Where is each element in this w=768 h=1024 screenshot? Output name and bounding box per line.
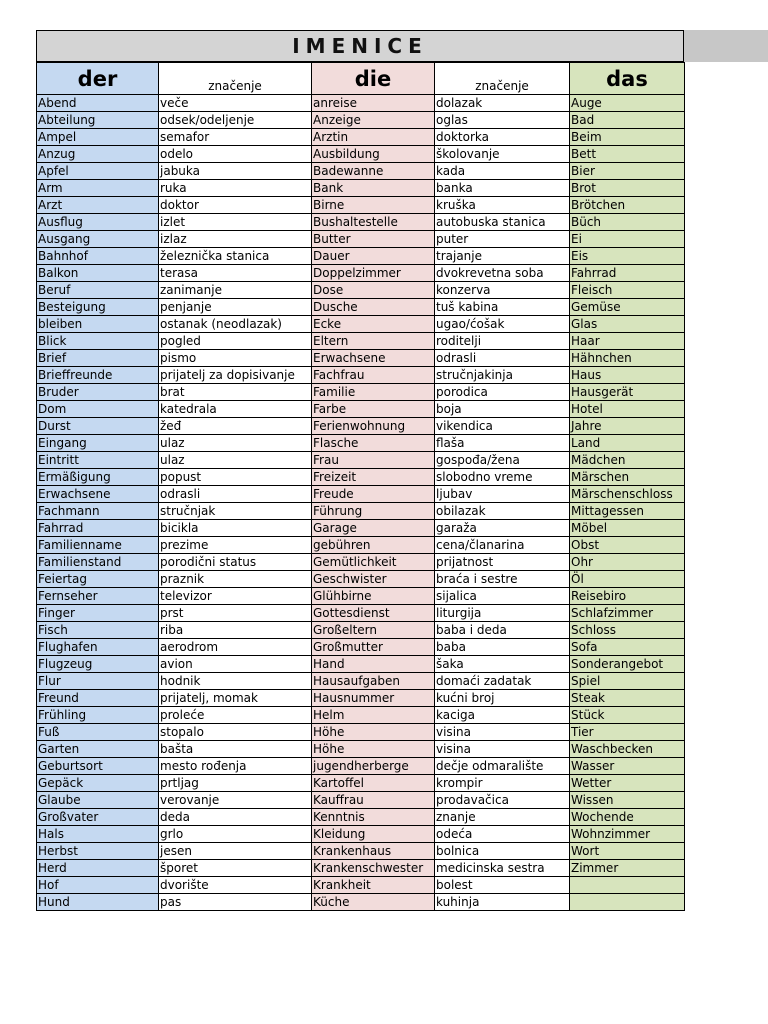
cell-die-meaning: oglas [435,112,570,129]
table-row [37,792,685,809]
cell-die-meaning: tuš kabina [435,299,570,316]
cell-das: Sofa [570,639,685,656]
cell-das: Fleisch [570,282,685,299]
cell-der: Balkon [37,265,159,282]
cell-das: Stück [570,707,685,724]
cell-der-meaning: porodični status [159,554,312,571]
cell-die: Höhe [312,741,435,758]
cell-das: Hähnchen [570,350,685,367]
cell-der-meaning: jesen [159,843,312,860]
cell-das: Mittagessen [570,503,685,520]
cell-die-meaning: baba [435,639,570,656]
cell-der: bleiben [37,316,159,333]
cell-die: Doppelzimmer [312,265,435,282]
table-row [37,384,685,401]
cell-das: Bett [570,146,685,163]
cell-der-meaning: bašta [159,741,312,758]
cell-das: Spiel [570,673,685,690]
cell-das: Land [570,435,685,452]
table-row [37,163,685,180]
table-row [37,520,685,537]
table-row [37,605,685,622]
header-der-meaning: značenje [159,63,312,95]
cell-die-meaning: kućni broj [435,690,570,707]
cell-die: gebühren [312,537,435,554]
table-row [37,299,685,316]
cell-die-meaning: baba i deda [435,622,570,639]
cell-der: Brief [37,350,159,367]
table-row [37,775,685,792]
cell-der-meaning: grlo [159,826,312,843]
cell-der-meaning: pas [159,894,312,911]
cell-der-meaning: ulaz [159,435,312,452]
cell-das: Büch [570,214,685,231]
cell-das: Tier [570,724,685,741]
cell-die-meaning: kruška [435,197,570,214]
cell-die: Geschwister [312,571,435,588]
cell-das: Waschbecken [570,741,685,758]
cell-der-meaning: riba [159,622,312,639]
table-row [37,248,685,265]
cell-der-meaning: prijatelj za dopisivanje [159,367,312,384]
cell-der-meaning: šporet [159,860,312,877]
table-row [37,503,685,520]
cell-die-meaning: porodica [435,384,570,401]
cell-der: Feiertag [37,571,159,588]
cell-die: Familie [312,384,435,401]
cell-die: Glühbirne [312,588,435,605]
cell-die-meaning: autobuska stanica [435,214,570,231]
cell-das: Wissen [570,792,685,809]
cell-das: Haar [570,333,685,350]
cell-die-meaning: obilazak [435,503,570,520]
cell-der-meaning: izlaz [159,231,312,248]
cell-der: Bahnhof [37,248,159,265]
table-row [37,214,685,231]
cell-der: Bruder [37,384,159,401]
cell-die-meaning: flaša [435,435,570,452]
cell-die-meaning: dolazak [435,95,570,112]
cell-die: Gemütlichkeit [312,554,435,571]
cell-die: Arztin [312,129,435,146]
table-row [37,758,685,775]
cell-der-meaning: avion [159,656,312,673]
cell-der: Freund [37,690,159,707]
table-row [37,231,685,248]
cell-der: Abteilung [37,112,159,129]
table-row [37,707,685,724]
cell-das: Reisebiro [570,588,685,605]
table-row [37,282,685,299]
cell-der: Flugzeug [37,656,159,673]
cell-die-meaning: znanje [435,809,570,826]
cell-die: Krankheit [312,877,435,894]
cell-die: Erwachsene [312,350,435,367]
table-row [37,860,685,877]
cell-der: Herd [37,860,159,877]
cell-das: Hausgerät [570,384,685,401]
cell-der: Herbst [37,843,159,860]
cell-die-meaning: ljubav [435,486,570,503]
nouns-table-body [37,63,685,911]
table-row [37,571,685,588]
cell-die: Kenntnis [312,809,435,826]
cell-der: Erwachsene [37,486,159,503]
table-row [37,129,685,146]
cell-das: Glas [570,316,685,333]
cell-der: Arm [37,180,159,197]
cell-die: Dusche [312,299,435,316]
cell-der: Finger [37,605,159,622]
cell-der-meaning: pismo [159,350,312,367]
cell-der: Ermäßigung [37,469,159,486]
cell-das: Haus [570,367,685,384]
cell-der-meaning: prst [159,605,312,622]
cell-der-meaning: prijatelj, momak [159,690,312,707]
cell-das: Schlafzimmer [570,605,685,622]
cell-die: Gottesdienst [312,605,435,622]
cell-die: Bank [312,180,435,197]
cell-die-meaning: odeća [435,826,570,843]
table-row [37,622,685,639]
cell-der: Familienstand [37,554,159,571]
cell-die-meaning: kaciga [435,707,570,724]
cell-die-meaning: prijatnost [435,554,570,571]
cell-der-meaning: stopalo [159,724,312,741]
cell-die: Freude [312,486,435,503]
table-row [37,316,685,333]
cell-das: Mädchen [570,452,685,469]
cell-der: Ausflug [37,214,159,231]
cell-die-meaning: cena/članarina [435,537,570,554]
cell-der-meaning: aerodrom [159,639,312,656]
cell-die-meaning: odrasli [435,350,570,367]
cell-die-meaning: krompir [435,775,570,792]
cell-der-meaning: terasa [159,265,312,282]
cell-der-meaning: dvorište [159,877,312,894]
cell-die: Krankenschwester [312,860,435,877]
cell-der: Brieffreunde [37,367,159,384]
sheet-title: IMENICE [36,30,684,62]
table-row [37,265,685,282]
table-row [37,95,685,112]
cell-das: Märschenschloss [570,486,685,503]
cell-die: Ecke [312,316,435,333]
table-row [37,197,685,214]
table-row [37,588,685,605]
cell-die: Dauer [312,248,435,265]
cell-das [570,894,685,911]
cell-die: Eltern [312,333,435,350]
table-row [37,452,685,469]
cell-der-meaning: prezime [159,537,312,554]
cell-der: Eingang [37,435,159,452]
cell-die: Kleidung [312,826,435,843]
cell-der-meaning: žeđ [159,418,312,435]
cell-die: Kauffrau [312,792,435,809]
cell-das: Bad [570,112,685,129]
cell-die-meaning: ugao/ćošak [435,316,570,333]
cell-der-meaning: odrasli [159,486,312,503]
cell-der-meaning: odelo [159,146,312,163]
cell-der: Fisch [37,622,159,639]
table-row [37,826,685,843]
cell-die: Fachfrau [312,367,435,384]
cell-die-meaning: konzerva [435,282,570,299]
cell-der: Fachmann [37,503,159,520]
cell-der-meaning: jabuka [159,163,312,180]
cell-der-meaning: ruka [159,180,312,197]
cell-die-meaning: bolest [435,877,570,894]
cell-das: Brot [570,180,685,197]
cell-die: Großeltern [312,622,435,639]
cell-der: Fuß [37,724,159,741]
cell-die-meaning: kada [435,163,570,180]
table-row [37,690,685,707]
table-row [37,673,685,690]
cell-der: Fernseher [37,588,159,605]
cell-die-meaning: puter [435,231,570,248]
cell-die: Dose [312,282,435,299]
cell-die: Garage [312,520,435,537]
header-das: das [570,63,685,95]
cell-das: Jahre [570,418,685,435]
header-die: die [312,63,435,95]
cell-das: Gemüse [570,299,685,316]
cell-das: Brötchen [570,197,685,214]
cell-der: Flughafen [37,639,159,656]
cell-das: Auge [570,95,685,112]
cell-die-meaning: školovanje [435,146,570,163]
cell-die: anreise [312,95,435,112]
table-row [37,843,685,860]
cell-die: Höhe [312,724,435,741]
cell-der-meaning: brat [159,384,312,401]
cell-die-meaning: sijalica [435,588,570,605]
cell-das: Bier [570,163,685,180]
cell-die-meaning: dvokrevetna soba [435,265,570,282]
table-row [37,656,685,673]
cell-der-meaning: železnička stanica [159,248,312,265]
cell-der: Hals [37,826,159,843]
table-row [37,333,685,350]
cell-die: Butter [312,231,435,248]
cell-der: Hund [37,894,159,911]
table-row [37,401,685,418]
table-row [37,554,685,571]
cell-das: Eis [570,248,685,265]
cell-der-meaning: verovanje [159,792,312,809]
cell-der-meaning: ulaz [159,452,312,469]
cell-die: Flasche [312,435,435,452]
cell-die: Küche [312,894,435,911]
cell-der: Fahrrad [37,520,159,537]
header-gray-strip [683,30,768,62]
table-row [37,146,685,163]
cell-das: Beim [570,129,685,146]
table-header-row [37,63,685,95]
cell-der-meaning: televizor [159,588,312,605]
cell-der: Großvater [37,809,159,826]
table-row [37,877,685,894]
cell-die: Frau [312,452,435,469]
cell-der-meaning: mesto rođenja [159,758,312,775]
cell-die-meaning: roditelji [435,333,570,350]
cell-der: Hof [37,877,159,894]
cell-der-meaning: izlet [159,214,312,231]
table-row [37,894,685,911]
cell-der: Anzug [37,146,159,163]
cell-die-meaning: garaža [435,520,570,537]
cell-das: Öl [570,571,685,588]
cell-der: Glaube [37,792,159,809]
cell-die: Kartoffel [312,775,435,792]
nouns-table [36,62,685,911]
cell-der-meaning: semafor [159,129,312,146]
cell-die: Freizeit [312,469,435,486]
table-row [37,112,685,129]
table-row [37,639,685,656]
cell-der: Flur [37,673,159,690]
cell-die-meaning: liturgija [435,605,570,622]
cell-der-meaning: hodnik [159,673,312,690]
cell-der: Gepäck [37,775,159,792]
cell-die: Helm [312,707,435,724]
cell-die: Farbe [312,401,435,418]
cell-die: Ausbildung [312,146,435,163]
cell-die-meaning: gospođa/žena [435,452,570,469]
cell-das: Schloss [570,622,685,639]
cell-die-meaning: domaći zadatak [435,673,570,690]
cell-die: Hausnummer [312,690,435,707]
cell-der: Beruf [37,282,159,299]
table-row [37,486,685,503]
cell-das: Wasser [570,758,685,775]
cell-das: Steak [570,690,685,707]
cell-die: Anzeige [312,112,435,129]
cell-das: Hotel [570,401,685,418]
cell-das: Wort [570,843,685,860]
cell-die-meaning: vikendica [435,418,570,435]
cell-die: Birne [312,197,435,214]
nouns-sheet [36,30,684,911]
cell-die: Führung [312,503,435,520]
cell-die-meaning: bolnica [435,843,570,860]
table-row [37,435,685,452]
table-row [37,724,685,741]
cell-das: Wochende [570,809,685,826]
cell-der-meaning: veče [159,95,312,112]
cell-der: Dom [37,401,159,418]
cell-der-meaning: odsek/odeljenje [159,112,312,129]
cell-der-meaning: proleće [159,707,312,724]
cell-der-meaning: pogled [159,333,312,350]
cell-die-meaning: prodavačica [435,792,570,809]
cell-der-meaning: stručnjak [159,503,312,520]
table-row [37,367,685,384]
cell-das: Ei [570,231,685,248]
table-row [37,469,685,486]
cell-der: Apfel [37,163,159,180]
cell-der-meaning: prtljag [159,775,312,792]
cell-die-meaning: banka [435,180,570,197]
cell-die: Großmutter [312,639,435,656]
cell-der: Geburtsort [37,758,159,775]
cell-die: Ferienwohnung [312,418,435,435]
cell-die-meaning: stručnjakinja [435,367,570,384]
cell-der: Durst [37,418,159,435]
cell-die-meaning: dečje odmaralište [435,758,570,775]
table-row [37,350,685,367]
header-der: der [37,63,159,95]
cell-der-meaning: zanimanje [159,282,312,299]
cell-die: Hand [312,656,435,673]
header-die-meaning: značenje [435,63,570,95]
cell-das: Wetter [570,775,685,792]
cell-die-meaning: šaka [435,656,570,673]
cell-das: Möbel [570,520,685,537]
cell-der-meaning: deda [159,809,312,826]
cell-der: Arzt [37,197,159,214]
cell-der-meaning: popust [159,469,312,486]
table-row [37,809,685,826]
cell-die: Badewanne [312,163,435,180]
cell-das: Obst [570,537,685,554]
cell-der-meaning: bicikla [159,520,312,537]
cell-der-meaning: ostanak (neodlazak) [159,316,312,333]
cell-der: Garten [37,741,159,758]
cell-das: Zimmer [570,860,685,877]
cell-das: Wohnzimmer [570,826,685,843]
cell-das: Fahrrad [570,265,685,282]
table-row [37,180,685,197]
cell-die-meaning: visina [435,741,570,758]
cell-das: Ohr [570,554,685,571]
cell-der: Eintritt [37,452,159,469]
cell-die: Hausaufgaben [312,673,435,690]
cell-die: Krankenhaus [312,843,435,860]
cell-die-meaning: slobodno vreme [435,469,570,486]
cell-die: Bushaltestelle [312,214,435,231]
table-row [37,741,685,758]
cell-der: Ausgang [37,231,159,248]
cell-der-meaning: katedrala [159,401,312,418]
cell-der-meaning: praznik [159,571,312,588]
cell-die-meaning: kuhinja [435,894,570,911]
cell-der: Familienname [37,537,159,554]
cell-die-meaning: braća i sestre [435,571,570,588]
cell-der: Abend [37,95,159,112]
cell-der: Besteigung [37,299,159,316]
cell-die-meaning: medicinska sestra [435,860,570,877]
cell-das [570,877,685,894]
cell-der: Blick [37,333,159,350]
cell-die-meaning: trajanje [435,248,570,265]
cell-der: Frühling [37,707,159,724]
cell-die: jugendherberge [312,758,435,775]
table-row [37,418,685,435]
cell-der: Ampel [37,129,159,146]
cell-das: Sonderangebot [570,656,685,673]
cell-die-meaning: doktorka [435,129,570,146]
cell-der-meaning: doktor [159,197,312,214]
cell-die-meaning: visina [435,724,570,741]
cell-die-meaning: boja [435,401,570,418]
table-row [37,537,685,554]
cell-das: Märschen [570,469,685,486]
cell-der-meaning: penjanje [159,299,312,316]
